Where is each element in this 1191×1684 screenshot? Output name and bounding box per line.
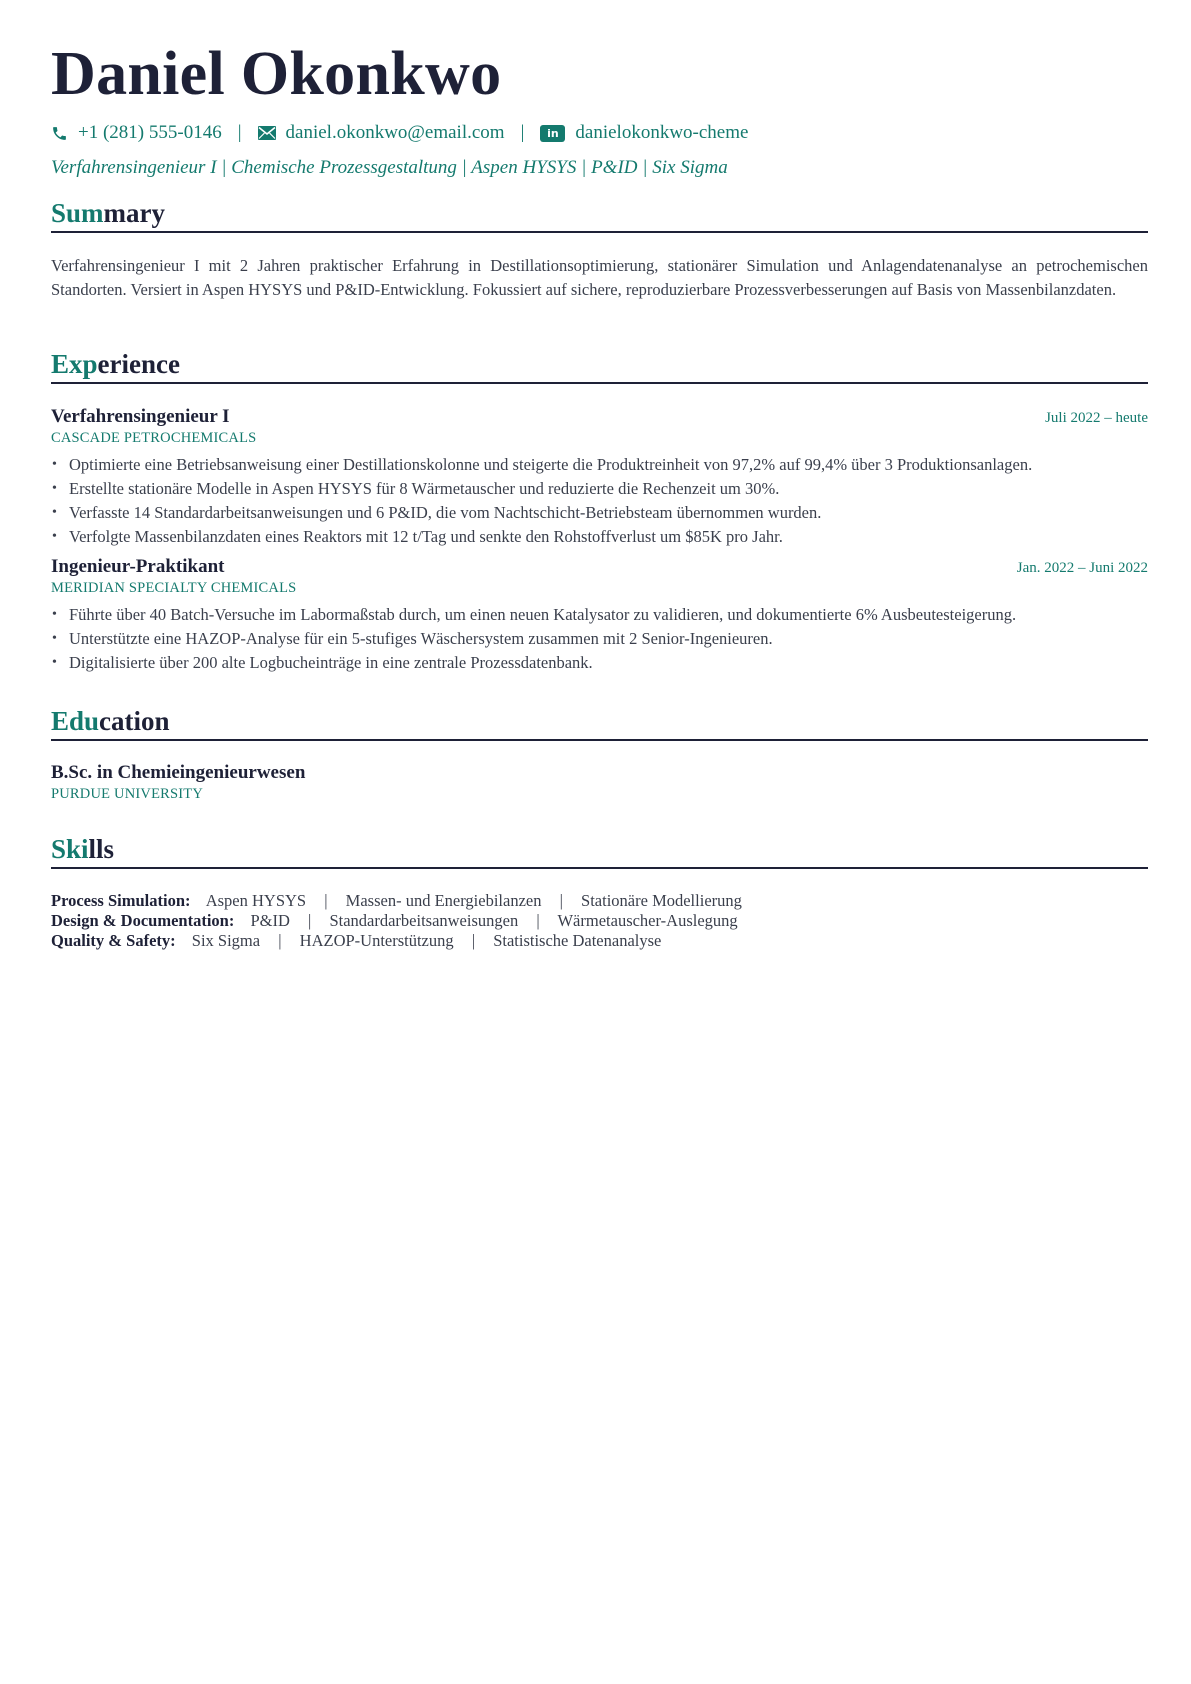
section-title-rest: erience <box>97 349 180 379</box>
skill-item: P&ID <box>250 911 290 930</box>
job-title: Verfahrensingenieur I <box>51 406 230 427</box>
job-bullet: • Digitalisierte über 200 alte Logbucheinträge in eine zentrale Prozessdatenbank. <box>51 651 1148 675</box>
experience-section <box>51 349 1148 675</box>
skill-item: Six Sigma <box>191 931 261 950</box>
job-bullet: • Verfolgte Massenbilanzdaten eines Reaktors mit 12 t/Tag und senkte den Rohstoffverlust um $85K pro Jahr. <box>51 525 1148 549</box>
school-name: PURDUE UNIVERSITY <box>51 786 204 802</box>
skill-separator: | <box>278 931 282 950</box>
skill-category: Process Simulation: <box>51 891 191 910</box>
professional-headline: Verfahrensingenieur I | Chemische Prozessgestaltung | Aspen HYSYS | P&ID | Six Sigma <box>51 157 728 178</box>
skill-item: Wärmetauscher-Auslegung <box>557 911 738 930</box>
contact-line <box>51 120 1148 146</box>
job-bullet: • Verfasste 14 Standardarbeitsanweisungen und 6 P&ID, die vom Nachtschicht-Betriebsteam übernommen wurden. <box>51 501 1148 525</box>
skill-item: Aspen HYSYS <box>205 891 307 910</box>
job-bullet: • Optimierte eine Betriebsanweisung einer Destillationskolonne und steigerte die Produktreinheit von 97,2% auf 99,4% über 3 Produktionsanlagen. <box>51 453 1148 477</box>
job-bullet: • Führte über 40 Batch-Versuche im Labormaßstab durch, um einen neuen Katalysator zu validieren, und dokumentierte 6% Ausbeutesteigerung. <box>51 603 1148 627</box>
summary-text: Verfahrensingenieur I mit 2 Jahren praktischer Erfahrung in Destillationsoptimierung, stationärer Simulation und Anlagendatenanalyse an petrochemischen Standorten. Versiert in Aspen HYSYS und P&ID-Entwicklung. Fokussiert auf sichere, reproduzierbare Prozessverbesserungen auf Basis von Massenbilanzdaten. <box>51 256 1148 299</box>
phone-number: +1 (281) 555-0146 <box>78 122 222 143</box>
section-title-skills <box>51 834 1148 869</box>
job-bullet: • Unterstützte eine HAZOP-Analyse für ein 5-stufiges Wäschersystem zusammen mit 2 Senior-Ingenieuren. <box>51 627 1148 651</box>
skill-row <box>51 931 1148 951</box>
skills-list <box>51 891 1148 951</box>
linkedin-item[interactable] <box>540 122 748 144</box>
job-date: Juli 2022 – heute <box>1045 410 1148 426</box>
skill-separator: | <box>324 891 328 910</box>
section-title-rest: lls <box>88 834 115 864</box>
contact-separator: | <box>520 122 525 143</box>
section-title-experience <box>51 349 1148 384</box>
section-title-education <box>51 706 1148 741</box>
skill-item: Stationäre Modellierung <box>581 891 742 910</box>
job-header <box>51 406 1148 428</box>
section-title-accent: Edu <box>51 706 100 736</box>
candidate-name <box>51 38 1148 110</box>
job-title: Ingenieur-Praktikant <box>51 556 225 577</box>
company-name: MERIDIAN SPECIALTY CHEMICALS <box>51 580 297 596</box>
linkedin-icon: in <box>540 125 565 142</box>
contact-separator: | <box>237 122 242 143</box>
job-header <box>51 556 1148 578</box>
skill-row <box>51 911 1148 931</box>
skill-item: Standardarbeitsanweisungen <box>329 911 519 930</box>
section-title-accent: Exp <box>51 349 98 379</box>
skill-item: Massen- und Energiebilanzen <box>345 891 542 910</box>
linkedin-handle: danielokonkwo-cheme <box>575 122 749 143</box>
section-title-accent: Ski <box>51 834 89 864</box>
job-bullets <box>51 453 1148 549</box>
skill-item: Statistische Datenanalyse <box>493 931 662 950</box>
resume-page <box>51 38 1148 950</box>
job-date: Jan. 2022 – Juni 2022 <box>1016 560 1148 576</box>
email-address: daniel.okonkwo@email.com <box>285 122 505 143</box>
job-entry <box>51 556 1148 675</box>
phone-icon <box>51 125 68 142</box>
job-entry <box>51 406 1148 549</box>
skill-separator: | <box>471 931 476 950</box>
section-title-summary <box>51 198 1148 233</box>
skill-separator: | <box>536 911 540 930</box>
degree-title: B.Sc. in Chemieingenieurwesen <box>51 762 306 783</box>
skill-separator: | <box>308 911 312 930</box>
skill-category: Design & Documentation: <box>51 911 235 930</box>
skill-row <box>51 891 1148 911</box>
email-item[interactable] <box>258 122 505 144</box>
skill-item: HAZOP-Unterstützung <box>299 931 454 950</box>
first-name: Daniel <box>51 40 226 108</box>
education-section <box>51 706 1148 803</box>
email-icon <box>258 126 276 140</box>
last-name: Okonkwo <box>240 40 502 108</box>
skill-category: Quality & Safety: <box>51 931 176 950</box>
job-bullets <box>51 603 1148 675</box>
skill-separator: | <box>559 891 563 910</box>
phone-item[interactable] <box>51 122 222 144</box>
skills-section <box>51 834 1148 951</box>
section-title-rest: cation <box>99 706 170 736</box>
company-name: CASCADE PETROCHEMICALS <box>51 430 257 446</box>
summary-section <box>51 198 1148 302</box>
section-title-accent: Sum <box>51 198 104 228</box>
section-title-rest: mary <box>103 198 166 228</box>
job-bullet: • Erstellte stationäre Modelle in Aspen HYSYS für 8 Wärmetauscher und reduzierte die Rechenzeit um 30%. <box>51 477 1148 501</box>
